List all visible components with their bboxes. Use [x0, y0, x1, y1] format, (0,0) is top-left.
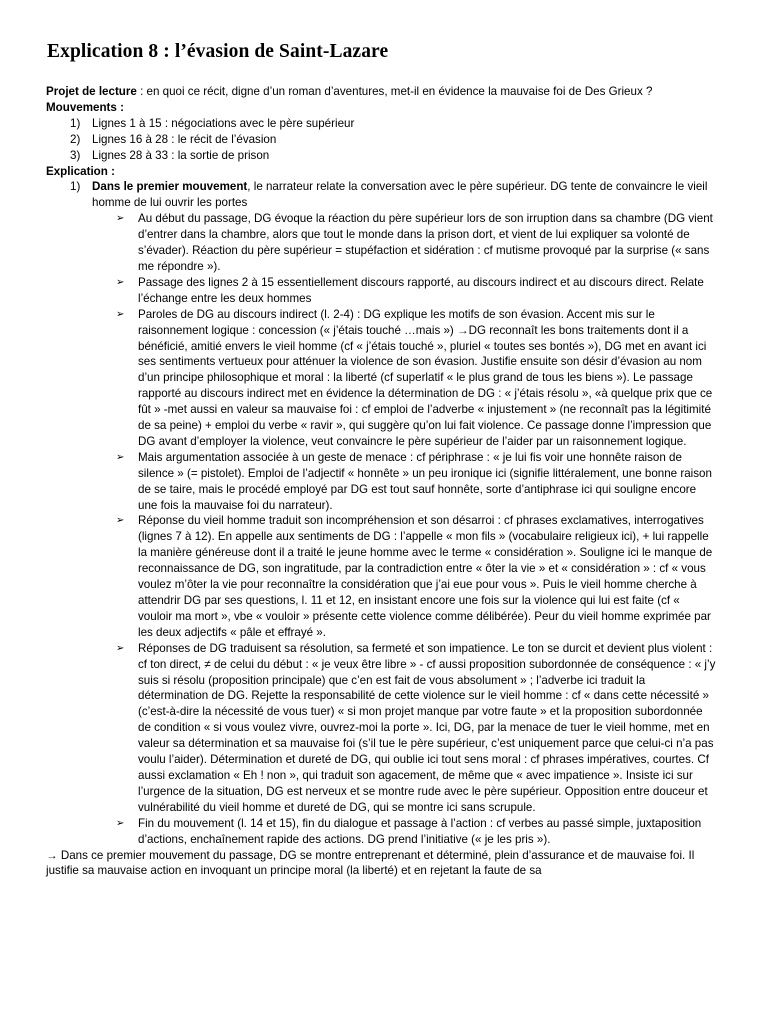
arrow-bullet-icon: ➢ — [116, 276, 125, 288]
projet-text: : en quoi ce récit, digne d’un roman d’aventures, met-il en évidence la mauvaise foi de Des Grieux ? — [136, 85, 653, 98]
list-item — [46, 116, 716, 132]
arrow-bullet-icon: ➢ — [116, 213, 125, 225]
bullet-text: Fin du mouvement (l. 14 et 15), fin du dialogue et passage à l’action : cf verbes au passé simple, juxtaposition d’actions, enchaînement rapide des actions. DG prend l’initiative (« je les pris »). — [138, 816, 702, 846]
bullet-item — [92, 450, 716, 514]
mouvements-heading: Mouvements : — [46, 100, 124, 114]
list-item-text: Lignes 16 à 28 : le récit de l’évasion — [92, 132, 277, 146]
bullet-item — [92, 641, 716, 816]
bullet-text: Réponse du vieil homme traduit son incompréhension et son désarroi : cf phrases exclamatives, interrogatives (lignes 7 à 12). En appelle aux sentiments de DG : l’appelle « mon fils » (vocabulaire religieux ici), + lui rappelle la manière généreuse dont il a traité le jeune homme avec le terme « considération ». Souligne ici le manque de reconnaissance de DG, son ingratitude, par la contradiction entre « ôter la vie » et « considération » : cf « vous voulez m’ôter la vie pour reconnaître la considération que j’ai eue pour vous ». Puis le vieil homme cherche à attendrir DG par ses questions, l. 11 et 12, en insistant encore une fois sur la violence qui lui est faite (cf « vouloir ma mort », vbe « vouloir » présente cette violence comme délibérée). Peur du vieil homme exprimée par les deux adjectifs « pâle et effrayé ». — [138, 514, 713, 639]
arrow-bullet-icon: ➢ — [116, 515, 125, 527]
list-item — [46, 148, 716, 164]
list-number: 3) — [70, 148, 81, 162]
bullet-item — [92, 816, 716, 848]
bullet-text: Mais argumentation associée à un geste de menace : cf périphrase : « je lui fis voir une honnête raison de silence » (= pistolet). Emploi de l’adjectif « honnête » un peu ironique ici (signifie littéralement, une bonne raison de se taire, mais le procédé employé par DG est tout sauf honnête, sorte d’antiphrase ici qui souligne encore une fois la mauvaise foi du narrateur). — [138, 450, 712, 512]
bullet-item — [92, 275, 716, 307]
document-title: Explication 8 : l’évasion de Saint-Lazare — [47, 41, 389, 62]
bullet-text: Réponses de DG traduisent sa résolution, sa fermeté et son impatience. Le ton se durcit et devient plus violent : cf ton direct, ≠ de celui du début : « je veux être libre » - cf aussi proposition subordonnée de conséquence : « j’y suis si résolu (proposition principale) que c’en est fait de vous absolument » ; l’adverbe ici traduit la détermination de DG. Rejette la responsabilité de cette violence sur le vieil homme : cf « dans cette nécessité » (c’est-à-dire la nécessité de vous tuer) « si mon projet manque par votre faute » et la proposition subordonnée de condition « si vous voulez vivre, ouvrez-moi la porte ». Ici, DG, par la menace de tuer le vieil homme, met en valeur sa détermination et sa mauvaise foi (s’il tue le père supérieur, c’est uniquement parce que celui-ci n’a pas voulu l’aider). Détermination et dureté de DG, qui oublie ici tout sens moral : cf phrases impératives, courtes. Cf aussi exclamation « Eh ! non », qui traduit son agacement, de même que « avec impatience ». Insiste ici sur l’urgence de la situation, DG est nerveux et se montre rude avec le père supérieur. Opposition entre douceur et vulnérabilité du vieil homme et dureté de DG, qui se montre ici sans scrupule. — [138, 641, 716, 814]
bullet-text: Au début du passage, DG évoque la réaction du père supérieur lors de son irruption dans sa chambre (DG vient d’entrer dans la chambre, alors que tout le monde dans la prison dort, et vient de lui expliquer sa volonté de s’évader). Réaction du père supérieur = stupéfaction et sidération : cf mutisme provoqué par la surprise (« sans me répondre »). — [138, 212, 713, 273]
bullet-item — [92, 513, 716, 640]
explication-heading: Explication : — [46, 164, 115, 178]
explication-lead — [92, 179, 716, 211]
mouvements-list — [46, 116, 716, 164]
bullet-text: Paroles de DG au discours indirect (l. 2-4) : DG explique les motifs de son évasion. Accent mis sur le raisonnement logique : concession (« j’étais touché …mais ») →DG reconnaît les bons traitements dont il a bénéficié, amitié envers le vieil homme (cf « j’étais touché », pluriel « toutes ses bontés »), DG met en avant ici ses sentiments vertueux pour atténuer la violence de son évasion. Justifie ensuite son désir d’évasion au nom d’un principe philosophique et moral : la liberté (cf superlatif « le plus grand de tous les biens »). Le passage rapporté au discours indirect met en évidence la détermination de DG : « j’étais résolu », «à quelque prix que ce fût » -met aussi en valeur sa mauvaise foi : cf emploi de l’adverbe « injustement » (ne reconnaît pas la légitimité de sa peine) + emploi du verbe « ravir », qui suggère qu’on lui fait violence. Ce passage donne l’impression que DG avant d’employer la violence, veut convaincre le père supérieur de l’aider par un raisonnement logique. — [138, 307, 713, 448]
list-item-text: Lignes 28 à 33 : la sortie de prison — [92, 148, 270, 162]
lead-bold: Dans le premier mouvement — [92, 180, 248, 194]
arrow-bullet-icon: ➢ — [116, 451, 125, 463]
explication-body — [92, 179, 716, 211]
arrow-bullet-icon: ➢ — [116, 642, 125, 654]
lead-text: , le narrateur relate la conversation avec le père supérieur. DG tente de convaincre le vieil homme de lui ouvrir les portes — [92, 180, 708, 210]
analysis-bullets — [46, 211, 716, 847]
arrow-bullet-icon: ➢ — [116, 308, 125, 320]
conclusion-paragraph: → Dans ce premier mouvement du passage, DG se montre entreprenant et déterminé, plein d’assurance et de mauvaise foi. Il justifie sa mauvaise action en invoquant un principe moral (la liberté) et en rejetant la faute de sa — [46, 848, 695, 878]
bullet-item — [92, 211, 716, 275]
list-number: 1) — [70, 116, 81, 130]
list-number: 2) — [70, 132, 81, 146]
projet-de-lecture — [46, 84, 716, 100]
projet-label: Projet de lecture — [46, 85, 137, 98]
explication-list — [46, 179, 716, 211]
bullet-text: Passage des lignes 2 à 15 essentiellement discours rapporté, au discours indirect et au discours direct. Relate l’échange entre les deux hommes — [138, 275, 704, 305]
arrow-bullet-icon: ➢ — [116, 817, 125, 829]
list-number: 1) — [70, 180, 81, 194]
bullet-item — [92, 307, 716, 450]
list-item-text: Lignes 1 à 15 : négociations avec le père supérieur — [92, 116, 355, 130]
explication-item — [46, 179, 716, 211]
list-item — [46, 132, 716, 148]
